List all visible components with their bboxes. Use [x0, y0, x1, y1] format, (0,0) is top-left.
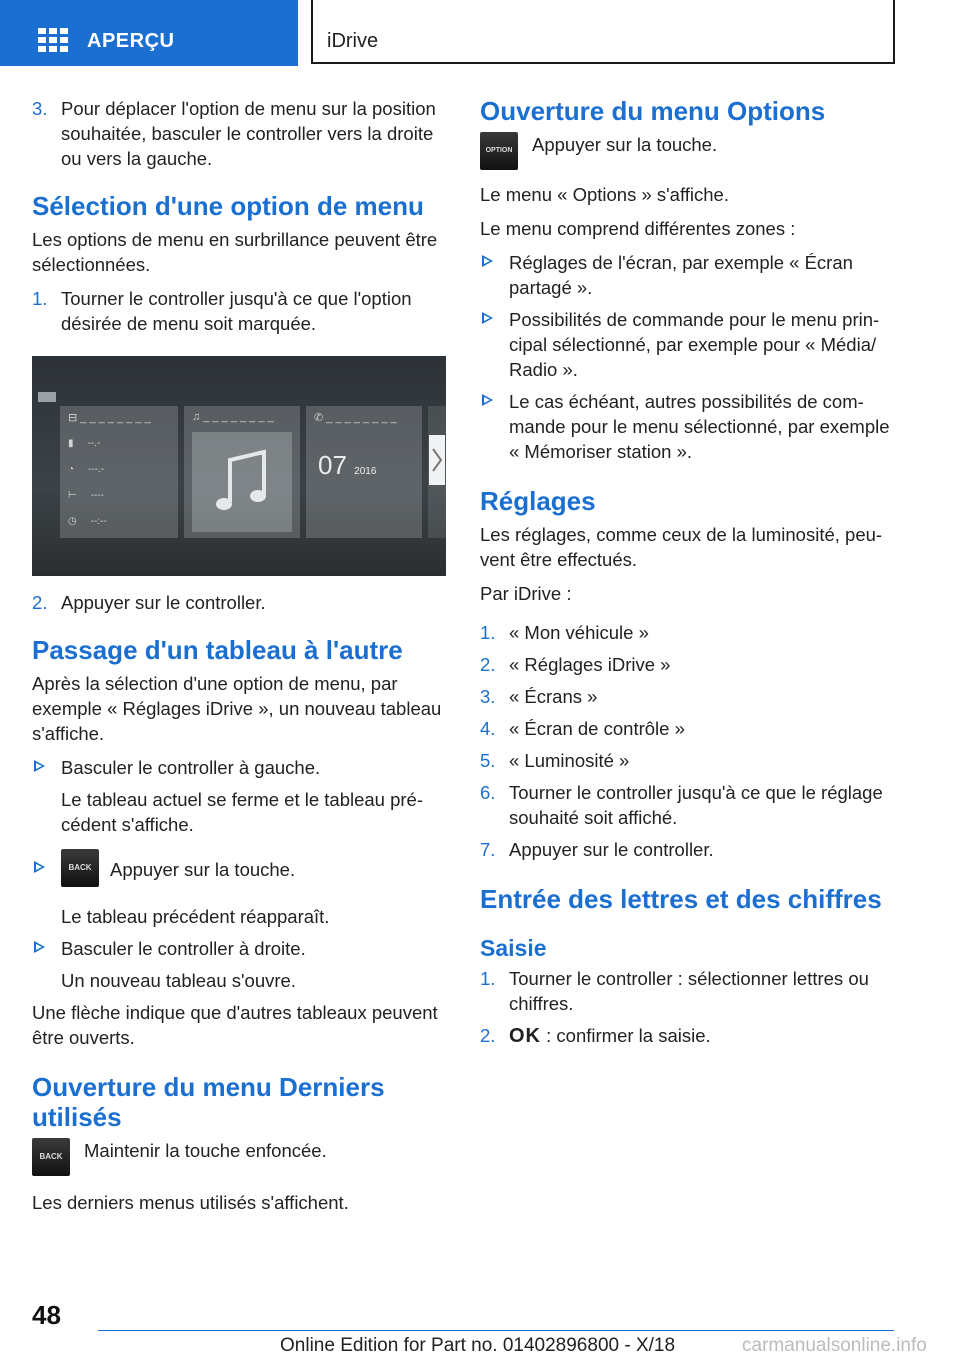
bullet-item: Réglages de l'écran, par exemple « Écran partagé ». — [480, 250, 895, 300]
icon-instruction: BACK Maintenir la touche enfoncée. — [32, 1138, 444, 1178]
list-item: 4. « Écran de contrôle » — [480, 718, 685, 739]
list-item: 2. Appuyer sur le controller. — [32, 592, 266, 613]
music-icon: ♫ _ _ _ _ _ _ _ _ — [192, 411, 274, 423]
section-tab[interactable] — [0, 0, 298, 66]
paragraph: Une flèche indique que d'autres tableaux peuvent être ouverts. — [32, 1002, 438, 1048]
bullet-triangle-icon — [482, 255, 493, 267]
right-column — [480, 96, 895, 1056]
grid-icon — [38, 28, 68, 52]
idrive-screen-image — [32, 356, 446, 576]
date-display: 07 2016 — [318, 450, 377, 480]
list-item: 3. Pour déplacer l'option de menu sur la position souhaitée, basculer le controller vers la droite ou vers la gauche. — [32, 98, 436, 169]
section-title: Réglages — [480, 486, 596, 516]
clock-icon: ◷ --:-- — [68, 516, 107, 527]
list-item: 5. « Luminosité » — [480, 750, 630, 771]
option-button-icon: OPTION — [480, 132, 518, 170]
bullet-subtext: Le tableau précédent réapparaît. — [61, 906, 330, 927]
paragraph: Après la sélection d'une option de menu, par exemple « Réglages iDrive », un nouveau tableau s'affiche. — [32, 673, 442, 744]
bullet-triangle-icon — [34, 941, 45, 953]
bullet-item: Le cas échéant, autres possibilités de commande pour le menu sélectionné, par exemple « Mémoriser station ». — [480, 389, 895, 464]
list-item: 6. Tourner le controller jusqu'à ce que le réglage souhaité soit affiché. — [480, 782, 883, 828]
screen-home-icon — [38, 392, 56, 402]
screen-panel — [60, 406, 178, 538]
bullet-triangle-icon — [482, 394, 493, 406]
range-icon: ⊢ ---- — [68, 490, 104, 501]
bullet-item: Basculer le controller à droite. — [32, 936, 444, 961]
paragraph: Les derniers menus utilisés s'affichent. — [32, 1192, 349, 1213]
section-title: Sélection d'une option de menu — [32, 191, 424, 221]
footer-divider — [98, 1330, 894, 1331]
list-item: 2. OK : confirmer la saisie. — [480, 1025, 711, 1047]
page-header — [0, 0, 960, 66]
paragraph: Les réglages, comme ceux de la luminosité, peuvent être effectués. — [480, 524, 883, 570]
music-note-icon — [192, 432, 292, 532]
subsection-title: Saisie — [480, 935, 547, 961]
bullet-item: BACK Appuyer sur la touche. — [32, 849, 444, 897]
section-label: APERÇU — [87, 30, 175, 52]
list-item: 2. « Réglages iDrive » — [480, 654, 671, 675]
gauge-icon: ◔ ---.- — [68, 464, 105, 475]
section-title: Passage d'un tableau à l'autre — [32, 635, 403, 665]
bullet-subtext: Le tableau actuel se ferme et le tableau précédent s'affiche. — [61, 789, 424, 835]
paragraph: Par iDrive : — [480, 583, 572, 604]
section-title: Entrée des lettres et des chiffres — [480, 884, 882, 914]
bullet-item: Basculer le controller à gauche. — [32, 755, 444, 780]
left-column — [32, 96, 444, 1224]
section-title: Ouverture du menu Options — [480, 96, 826, 126]
list-item: 1. Tourner le controller : sélectionner lettres ou chiffres. — [480, 968, 869, 1014]
section-title: Ouverture du menu Derniers utilisés — [32, 1072, 385, 1132]
bullet-subtext: Un nouveau tableau s'ouvre. — [61, 970, 296, 991]
car-icon: ⊟ _ _ _ _ _ _ _ _ — [68, 412, 151, 424]
page-number: 48 — [32, 1300, 61, 1330]
chevron-right-icon — [429, 435, 445, 485]
watermark: carmanualsonline.info — [742, 1335, 927, 1356]
back-button-icon: BACK — [32, 1138, 70, 1176]
paragraph: Le menu « Options » s'affiche. — [480, 184, 729, 205]
phone-icon: ✆ _ _ _ _ _ _ _ _ — [314, 412, 397, 424]
bullet-triangle-icon — [34, 760, 45, 772]
list-item: 1. Tourner le controller jusqu'à ce que l'option désirée de menu soit marquée. — [32, 288, 412, 334]
footer-edition: Online Edition for Part no. 01402896800 - X/18 — [280, 1335, 676, 1356]
bullet-triangle-icon — [482, 312, 493, 324]
list-item: 1. « Mon véhicule » — [480, 622, 649, 643]
list-item: 3. « Écrans » — [480, 686, 598, 707]
paragraph: Les options de menu en surbrillance peuvent être sélectionnées. — [32, 229, 438, 275]
paragraph: Le menu comprend différentes zones : — [480, 218, 796, 239]
screen-panel — [184, 406, 300, 538]
chapter-label: iDrive — [327, 30, 379, 52]
list-item: 7. Appuyer sur le controller. — [480, 839, 714, 860]
bullet-triangle-icon — [34, 861, 45, 873]
icon-instruction: OPTION Appuyer sur la touche. — [480, 132, 895, 172]
fuel-icon: ▮ --.- — [68, 438, 101, 449]
screen-panel — [306, 406, 422, 538]
back-button-icon: BACK — [61, 849, 99, 887]
ok-icon: OK — [509, 1025, 541, 1047]
chapter-tab — [311, 0, 895, 64]
bullet-item: Possibilités de commande pour le menu principal sélectionné, par exemple pour « Média/ Radio ». — [480, 307, 895, 382]
